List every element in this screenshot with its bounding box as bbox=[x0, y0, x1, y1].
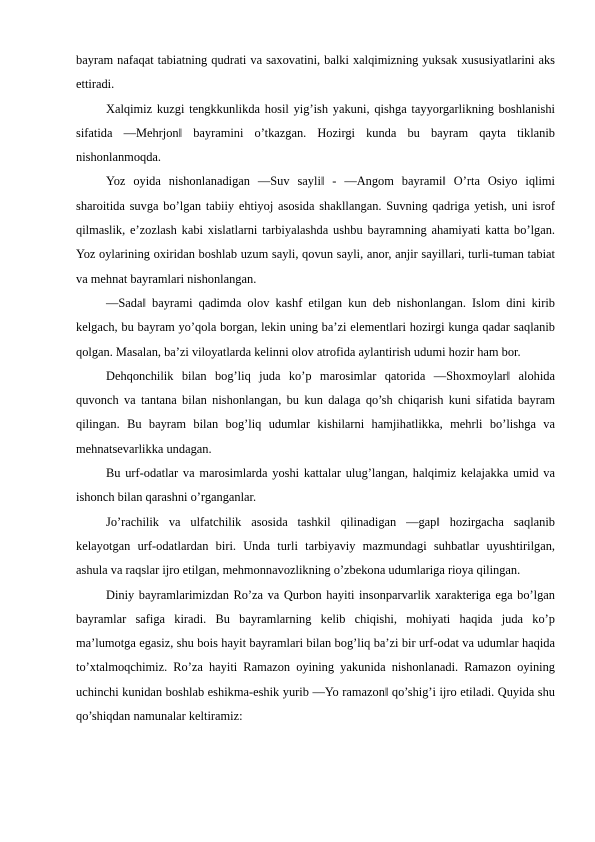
paragraph-hayit: Diniy bayramlarimizdan Ro’za va Qurbon hayiti insonparvarlik xarakteriga ega bo’lgan bayramlar safiga kiradi. Bu bayramlarning kelib chiqishi, mohiyati haqida juda ko’p ma’lumotga egasiz, shu bois hayit bayramlari bilan bog’liq ba’zi bir urf-odat va udumlar haqida to’xtalmoqchimiz. Ro’za hayiti Ramazon oyining yakunida nishonlanadi. Ramazon oyining uchinchi kunidan boshlab eshikma-eshik yurib ―Yo ramazon‖ qo’shig’i ijro etiladi. Quyida shu qo’shiqdan namunalar keltiramiz: bbox=[76, 587, 555, 724]
paragraph-suv-sayli: Yoz oyida nishonlanadigan ―Suv sayli‖ - ―Angom bayrami‖ O’rta Osiyo iqlimi sharoitida suvga bo’lgan tabiiy ehtiyoj asosida shakllangan. Suvning qadriga yetish, uni isrof qilmaslik, e’zozlash kabi xislatlarni tarbiyalashda ushbu bayramning ahamiyati katta bo’lgan. Yoz oylarining oxiridan boshlab uzum sayli, qovun sayli, anor, anjir sayillari, turli-tuman tabiat va mehnat bayramlari nishonlangan. bbox=[76, 174, 555, 286]
paragraph-continuation: bayram nafaqat tabiatning qudrati va saxovatini, balki xalqimizning yuksak xususiyatlarini aks ettiradi. bbox=[76, 53, 555, 92]
paragraph-gap: Jo’rachilik va ulfatchilik asosida tashkil qilinadigan ―gap‖ hozirgacha saqlanib kelayotgan urf-odatlardan biri. Unda turli tarbiyaviy mazmundagi suhbatlar uyushtirilgan, ashula va raqslar ijro etilgan, mehmonnavozlikning o’zbekona udumlariga rioya qilingan. bbox=[76, 514, 555, 578]
paragraph-sada: ―Sada‖ bayrami qadimda olov kashf etilgan kun deb nishonlangan. Islom dini kirib kelgach, bu bayram yo’qola borgan, lekin uning ba’zi elementlari hozirgi kunga qadar saqlanib qolgan. Masalan, ba’zi viloyatlarda kelinni olov atrofida aylantirish udumi hozir ham bor. bbox=[76, 295, 555, 359]
paragraph-urf-odatlar: Bu urf-odatlar va marosimlarda yoshi kattalar ulug’langan, halqimiz kelajakka umid va ishonch bilan qarashni o’rganganlar. bbox=[76, 466, 555, 505]
document-page bbox=[76, 48, 555, 728]
paragraph-mehrjon: Xalqimiz kuzgi tengkkunlikda hosil yig’ish yakuni, qishga tayyorgarlikning boshlanishi sifatida ―Mehrjon‖ bayramini o’tkazgan. Hozirgi kunda bu bayram qayta tiklanib nishonlanmoqda. bbox=[76, 101, 555, 165]
paragraph-shoxmoylar: Dehqonchilik bilan bog’liq juda ko’p marosimlar qatorida ―Shoxmoylar‖ alohida quvonch va tantana bilan nishonlangan, bu kun dalaga qo’sh chiqarish kuni sifatida bayram qilingan. Bu bayram bilan bog’liq udumlar kishilarni hamjihatlikka, mehrli bo’lishga va mehnatsevarlikka undagan. bbox=[76, 368, 555, 456]
